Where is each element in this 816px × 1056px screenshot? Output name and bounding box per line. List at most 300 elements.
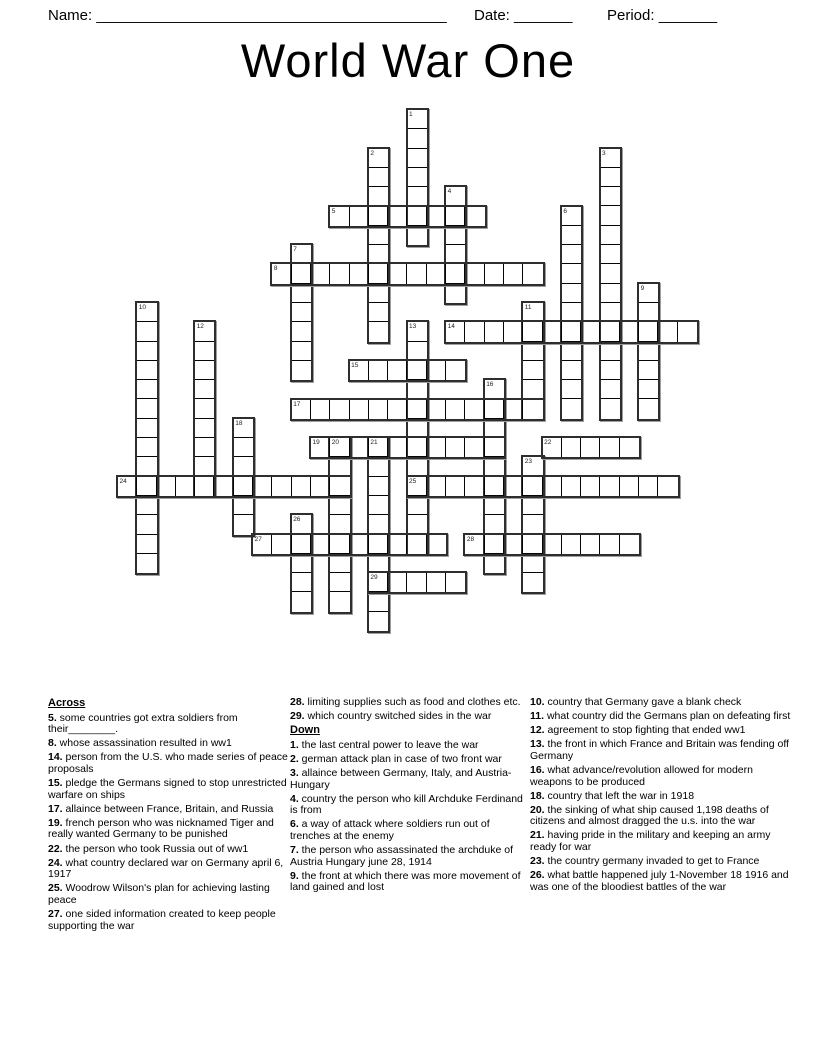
crossword-cell[interactable] [427, 361, 446, 380]
down-3-answer-boxes [599, 147, 622, 421]
crossword-cell[interactable] [292, 573, 311, 592]
grid-clue-number: 13 [409, 323, 417, 331]
crossword-cell[interactable] [330, 496, 349, 515]
grid-clue-number: 11 [524, 304, 532, 311]
crossword-cell[interactable] [465, 438, 484, 457]
clue-number: 22. [48, 842, 63, 855]
crossword-cell[interactable] [504, 322, 523, 341]
crossword-cell[interactable] [620, 438, 639, 457]
crossword-cell[interactable] [427, 264, 446, 283]
crossword-cell[interactable] [427, 400, 446, 419]
crossword-cell[interactable] [407, 264, 426, 283]
clue-number: 20. [530, 803, 545, 816]
crossword-cell[interactable] [292, 284, 311, 303]
grid-clue-number: 7 [293, 246, 297, 254]
crossword-cell[interactable] [137, 419, 156, 438]
across-29-answer-boxes [367, 571, 468, 594]
crossword-cell[interactable] [176, 477, 195, 496]
clue-number: 1. [290, 738, 299, 751]
clue-12-down: 12. agreement to stop fighting that ended ww1 [530, 724, 746, 737]
crossword-cell[interactable] [485, 535, 504, 554]
crossword-cell[interactable] [600, 535, 619, 554]
clue-29-across: 29. which country switched sides in the war [290, 710, 492, 723]
crossword-cell[interactable] [600, 322, 619, 341]
crossword-cell[interactable] [408, 496, 427, 515]
crossword-cell[interactable] [543, 535, 562, 554]
crossword-cell[interactable] [678, 322, 697, 341]
grid-clue-number: 29 [370, 574, 378, 582]
date-field[interactable]: _______ [514, 7, 573, 24]
crossword-cell[interactable] [581, 535, 600, 554]
crossword-cell[interactable] [195, 399, 214, 418]
across-22-answer-boxes [541, 436, 642, 459]
clue-number: 26. [530, 869, 545, 882]
crossword-cell[interactable] [543, 322, 562, 341]
grid-clue-number: 28 [466, 535, 475, 543]
crossword-cell[interactable] [388, 573, 407, 592]
crossword-cell[interactable] [446, 284, 465, 303]
period-field[interactable]: _______ [658, 7, 718, 24]
crossword-cell[interactable] [600, 438, 619, 457]
clue-number: 7. [290, 844, 299, 857]
grid-clue-number: 14 [447, 323, 455, 331]
crossword-cell[interactable] [523, 264, 542, 283]
crossword-cell[interactable] [292, 264, 311, 283]
crossword-cell[interactable] [639, 342, 658, 361]
clue-number: 12. [530, 724, 545, 737]
crossword-cell[interactable] [408, 129, 427, 148]
crossword-cell[interactable] [408, 149, 427, 168]
crossword-cell[interactable] [369, 457, 388, 476]
crossword-cell[interactable] [137, 380, 156, 399]
crossword-cell[interactable] [523, 477, 542, 496]
crossword-cell[interactable] [407, 400, 426, 419]
period-label: Period: [607, 7, 655, 24]
crossword-cell[interactable] [446, 264, 465, 283]
grid-clue-number: 1 [409, 111, 413, 118]
crossword-cell[interactable] [465, 264, 484, 283]
crossword-cell[interactable] [446, 400, 465, 419]
crossword-cell[interactable] [330, 573, 349, 592]
clue-2-down: 2. german attack plan in case of two front war [290, 752, 502, 765]
crossword-cell[interactable] [620, 477, 639, 496]
grid-clue-number: 9 [640, 284, 645, 292]
clue-14-across: 14. person from the U.S. who made series of peace proposals [48, 751, 288, 775]
crossword-cell[interactable] [350, 535, 369, 554]
clues-down-header: Down [290, 724, 320, 737]
crossword-cell[interactable] [272, 477, 291, 496]
crossword-cell[interactable] [562, 535, 581, 554]
clue-number: 21. [530, 829, 545, 842]
crossword-cell[interactable] [601, 168, 620, 187]
clue-number: 4. [290, 792, 299, 805]
down-4-answer-boxes [444, 185, 467, 305]
clue-number: 25. [48, 882, 63, 895]
crossword-cell[interactable] [465, 322, 484, 341]
clue-number: 28. [290, 696, 305, 708]
clue-15-across: 15. pledge the Germans signed to stop unrestricted warfare on ships [48, 777, 287, 801]
crossword-cell[interactable] [388, 207, 407, 226]
crossword-cell[interactable] [311, 535, 330, 554]
crossword-cell[interactable] [639, 322, 658, 341]
crossword-cell[interactable] [195, 419, 214, 438]
clue-21-down: 21. having pride in the military and keeping an army ready for war [530, 829, 771, 854]
clue-17-across: 17. allaince between France, Britain, and Russia [48, 802, 274, 815]
crossword-cell[interactable] [137, 477, 156, 496]
clue-number: 27. [48, 908, 63, 920]
clue-number: 17. [48, 802, 63, 815]
crossword-cell[interactable] [195, 477, 214, 496]
clue-number: 13. [530, 738, 545, 751]
crossword-cell[interactable] [330, 592, 349, 611]
clue-25-across: 25. Woodrow Wilson's plan for achieving lasting peace [48, 882, 270, 906]
crossword-cell[interactable] [562, 477, 581, 496]
crossword-cell[interactable] [658, 477, 677, 496]
crossword-cell[interactable] [562, 322, 581, 341]
clue-13-down: 13. the front in which France and Britain was fending off Germany [530, 738, 789, 762]
clue-number: 23. [530, 855, 545, 868]
crossword-cell[interactable] [137, 438, 156, 457]
crossword-cell[interactable] [504, 477, 523, 496]
crossword-cell[interactable] [292, 361, 311, 380]
clue-number: 5. [48, 711, 57, 724]
crossword-cell[interactable] [292, 535, 311, 554]
crossword-cell[interactable] [504, 535, 523, 554]
crossword-cell[interactable] [195, 438, 214, 457]
crossword-cell[interactable] [446, 361, 465, 380]
clue-6-down: 6. a way of attack where soldiers run out of trenches at the enemy [290, 818, 490, 842]
clue-7-down: 7. the person who assassinated the archduke of Austria Hungary june 28, 1914 [290, 844, 513, 868]
crossword-cell[interactable] [562, 342, 581, 361]
clue-number: 2. [290, 752, 299, 765]
crossword-cell[interactable] [601, 226, 620, 245]
page-title: World War One [240, 34, 576, 87]
clue-18-down: 18. country that left the war in 1918 [530, 789, 695, 802]
across-8-answer-boxes [270, 262, 544, 285]
crossword-cell[interactable] [620, 322, 639, 341]
grid-clue-number: 21 [370, 439, 378, 447]
across-5-answer-boxes [328, 205, 486, 228]
crossword-cell[interactable] [639, 361, 658, 380]
crossword-cell[interactable] [523, 400, 542, 419]
clue-10-down: 10. country that Germany gave a blank check [530, 696, 742, 708]
crossword-cell[interactable] [137, 400, 156, 419]
clue-23-down: 23. the country germany invaded to get to France [530, 855, 760, 868]
grid-clue-number: 18 [235, 419, 243, 427]
crossword-cell[interactable] [369, 400, 388, 419]
crossword-cell[interactable] [601, 206, 620, 225]
crossword-cell[interactable] [369, 322, 388, 341]
grid-clue-number: 15 [351, 361, 359, 369]
across-27-answer-boxes [251, 533, 448, 556]
clue-number: 24. [48, 856, 63, 869]
crossword-cell[interactable] [562, 284, 581, 303]
grid-clue-number: 3 [602, 149, 606, 157]
crossword-cell[interactable] [562, 226, 581, 245]
crossword-cell[interactable] [485, 554, 504, 573]
crossword-cell[interactable] [581, 438, 600, 457]
grid-clue-number: 10 [138, 304, 147, 311]
date-label: Date: [474, 7, 510, 24]
crossword-cell[interactable] [350, 264, 369, 283]
clue-number: 8. [48, 737, 57, 750]
crossword-cell[interactable] [601, 245, 620, 264]
grid-clue-number: 8 [273, 265, 278, 273]
crossword-cell[interactable] [369, 284, 388, 303]
crossword-cell[interactable] [234, 477, 253, 496]
clue-number: 14. [48, 751, 63, 764]
crossword-cell[interactable] [485, 264, 504, 283]
crossword-cell[interactable] [369, 535, 388, 554]
clue-number: 10. [530, 696, 545, 708]
crossword-cell[interactable] [523, 342, 542, 361]
crossword-cell[interactable] [292, 592, 311, 611]
down-6-answer-boxes [560, 205, 583, 421]
crossword-cell[interactable] [369, 361, 388, 380]
crossword-cell[interactable] [350, 438, 369, 457]
crossword-cell[interactable] [407, 361, 426, 380]
crossword-cell[interactable] [523, 573, 542, 592]
crossword-cell[interactable] [292, 322, 311, 341]
across-25-answer-boxes [406, 475, 680, 498]
crossword-cell[interactable] [485, 438, 504, 457]
crossword-cell[interactable] [137, 515, 156, 534]
grid-clue-number: 26 [293, 516, 301, 524]
crossword-cell[interactable] [446, 477, 465, 496]
grid-clue-number: 6 [563, 207, 568, 215]
crossword-cell[interactable] [369, 592, 388, 611]
clue-number: 29. [290, 710, 305, 723]
crossword-cell[interactable] [523, 496, 542, 515]
crossword-cell[interactable] [272, 535, 291, 554]
crossword-cell[interactable] [408, 168, 427, 187]
crossword-cell[interactable] [195, 361, 214, 380]
clue-number: 6. [290, 818, 299, 831]
crossword-cell[interactable] [388, 400, 407, 419]
clue-19-across: 19. french person who was nicknamed Tiger and really wanted Germany to be punished [48, 816, 274, 841]
crossword-cell[interactable] [253, 477, 272, 496]
across-28-answer-boxes [463, 533, 641, 556]
grid-clue-number: 27 [254, 535, 262, 543]
grid-clue-number: 5 [331, 207, 336, 215]
crossword-cell[interactable] [620, 535, 639, 554]
crossword-cell[interactable] [485, 400, 504, 419]
down-9-answer-boxes [637, 282, 660, 421]
grid-clue-number: 25 [409, 477, 417, 485]
across-15-answer-boxes [348, 359, 468, 382]
clue-number: 19. [48, 816, 63, 829]
crossword-cell[interactable] [601, 477, 620, 496]
crossword-cell[interactable] [523, 322, 542, 341]
clue-1-down: 1. the last central power to leave the war [290, 738, 479, 751]
crossword-cell[interactable] [601, 264, 620, 283]
clue-number: 15. [48, 777, 63, 790]
crossword-cell[interactable] [639, 399, 658, 418]
clue-number: 18. [530, 789, 545, 802]
crossword-cell[interactable] [369, 264, 388, 283]
grid-clue-number: 24 [119, 477, 127, 485]
grid-clue-number: 22 [544, 439, 552, 447]
crossword-cell[interactable] [562, 400, 581, 419]
clue-8-across: 8. whose assassination resulted in ww1 [48, 737, 232, 750]
crossword-cell[interactable] [601, 361, 620, 380]
down-2-answer-boxes [367, 147, 390, 344]
crossword-cell[interactable] [369, 477, 388, 496]
crossword-cell[interactable] [562, 361, 581, 380]
crossword-cell[interactable] [504, 264, 523, 283]
crossword-cell[interactable] [350, 400, 369, 419]
crossword-cell[interactable] [601, 399, 620, 418]
clue-5-across: 5. some countries got extra soldiers from their________. [48, 711, 238, 736]
crossword-cell[interactable] [446, 207, 465, 226]
clue-4-down: 4. country the person who kill Archduke Ferdinand is from [290, 792, 523, 817]
crossword-cell[interactable] [330, 264, 349, 283]
crossword-cell[interactable] [330, 554, 349, 573]
name-label: Name: [48, 7, 93, 24]
crossword-cell[interactable] [234, 496, 253, 515]
crossword-cell[interactable] [562, 264, 581, 283]
crossword-cell[interactable] [234, 438, 253, 457]
crossword-cell[interactable] [465, 477, 484, 496]
clue-column-1 [48, 697, 292, 935]
crossword-cell[interactable] [504, 400, 523, 419]
crossword-cell[interactable] [485, 322, 504, 341]
clue-number: 16. [530, 763, 545, 776]
crossword-cell[interactable] [330, 535, 349, 554]
crossword-cell[interactable] [137, 361, 156, 380]
crossword-cell[interactable] [195, 380, 214, 399]
crossword-cell[interactable] [407, 573, 426, 592]
crossword-cell[interactable] [408, 226, 427, 245]
grid-clue-number: 23 [524, 458, 533, 466]
crossword-cell[interactable] [137, 554, 156, 573]
clue-number: 11. [530, 710, 545, 723]
crossword-cell[interactable] [215, 477, 234, 496]
crossword-cell[interactable] [581, 322, 600, 341]
crossword-cell[interactable] [137, 342, 156, 361]
crossword-cell[interactable] [292, 554, 311, 573]
down-26-answer-boxes [290, 513, 313, 614]
crossword-cell[interactable] [427, 477, 446, 496]
crossword-cell[interactable] [369, 303, 388, 322]
crossword-cell[interactable] [330, 400, 349, 419]
crossword-cell[interactable] [658, 322, 677, 341]
crossword-cell[interactable] [330, 477, 349, 496]
crossword-cell[interactable] [601, 187, 620, 206]
across-17-answer-boxes [290, 398, 545, 421]
name-field[interactable]: __________________________________________ [96, 7, 447, 24]
crossword-cell[interactable] [427, 573, 446, 592]
crossword-cell[interactable] [427, 438, 446, 457]
across-24-answer-boxes [116, 475, 352, 498]
crossword-cell[interactable] [292, 342, 311, 361]
grid-clue-number: 17 [293, 400, 301, 408]
crossword-cell[interactable] [369, 226, 388, 245]
crossword-cell[interactable] [137, 535, 156, 554]
crossword-cell[interactable] [388, 535, 407, 554]
crossword-cell[interactable] [523, 361, 542, 380]
crossword-cell[interactable] [388, 361, 407, 380]
clue-28-across: 28. limiting supplies such as food and clothes etc. [290, 696, 521, 708]
crossword-cell[interactable] [446, 438, 465, 457]
crossword-cell[interactable] [427, 535, 446, 554]
crossword-cell[interactable] [562, 438, 581, 457]
crossword-cell[interactable] [523, 554, 542, 573]
crossword-cell[interactable] [311, 400, 330, 419]
crossword-cell[interactable] [601, 342, 620, 361]
crossword-cell[interactable] [543, 477, 562, 496]
crossword-cell[interactable] [311, 477, 330, 496]
grid-clue-number: 4 [447, 188, 452, 196]
crossword-cell[interactable] [639, 380, 658, 399]
crossword-cell[interactable] [369, 612, 388, 631]
down-20-answer-boxes [328, 436, 351, 614]
crossword-cell[interactable] [388, 438, 407, 457]
down-10-answer-boxes [135, 301, 158, 575]
clue-3-down: 3. allaince between Germany, Italy, and Austria-Hungary [290, 766, 512, 791]
crossword-cell[interactable] [369, 168, 388, 187]
crossword-cell[interactable] [523, 535, 542, 554]
clue-24-across: 24. what country declared war on Germany april 6, 1917 [48, 856, 284, 881]
crossword-cell[interactable] [601, 284, 620, 303]
clue-20-down: 20. the sinking of what ship caused 1,198 deaths of citizens and almost dragged the u.s. into the war [530, 803, 769, 828]
crossword-cell[interactable] [485, 477, 504, 496]
crossword-cell[interactable] [407, 535, 426, 554]
crossword-cell[interactable] [292, 303, 311, 322]
clue-16-down: 16. what advance/revolution allowed for modern weapons to be produced [530, 763, 753, 788]
crossword-cell[interactable] [137, 322, 156, 341]
clue-column-2 [290, 697, 531, 896]
clue-22-across: 22. the person who took Russia out of ww1 [48, 842, 249, 855]
crossword-cell[interactable] [465, 400, 484, 419]
crossword-cell[interactable] [369, 496, 388, 515]
grid-clue-number: 12 [196, 323, 204, 331]
crossword-cell[interactable] [562, 245, 581, 264]
across-14-answer-boxes [444, 320, 699, 343]
crossword-cell[interactable] [292, 477, 311, 496]
crossword-cell[interactable] [369, 207, 388, 226]
crossword-cell[interactable] [485, 496, 504, 515]
grid-clue-number: 2 [370, 149, 375, 157]
crossword-cell[interactable] [407, 207, 426, 226]
clue-number: 9. [290, 869, 299, 882]
clue-27-across: 27. one sided information created to keep people supporting the war [48, 908, 276, 932]
grid-clue-number: 19 [312, 439, 320, 447]
crossword-cell[interactable] [388, 264, 407, 283]
crossword-cell[interactable] [157, 477, 176, 496]
clues-across-header: Across [48, 697, 86, 709]
crossword-cell[interactable] [195, 342, 214, 361]
crossword-cell[interactable] [427, 207, 446, 226]
clue-26-down: 26. what battle happened july 1-November 18 1916 and was one of the bloodiest battles of the war [530, 869, 789, 893]
crossword-cell[interactable] [446, 226, 465, 245]
crossword-cell[interactable] [446, 573, 465, 592]
clue-11-down: 11. what country did the Germans plan on defeating first [530, 710, 791, 723]
crossword-cell[interactable] [581, 477, 600, 496]
clue-number: 3. [290, 766, 299, 779]
crossword-cell[interactable] [562, 380, 581, 399]
grid-clue-number: 16 [486, 381, 494, 389]
crossword-cell[interactable] [408, 438, 427, 457]
crossword-cell[interactable] [350, 207, 369, 226]
crossword-cell[interactable] [639, 477, 658, 496]
crossword-cell[interactable] [137, 496, 156, 515]
crossword-cell[interactable] [601, 380, 620, 399]
crossword-cell[interactable] [311, 264, 330, 283]
clue-column-3 [530, 697, 796, 896]
crossword-cell[interactable] [465, 207, 484, 226]
clue-9-down: 9. the front at which there was more movement of land gained and lost [290, 869, 521, 894]
